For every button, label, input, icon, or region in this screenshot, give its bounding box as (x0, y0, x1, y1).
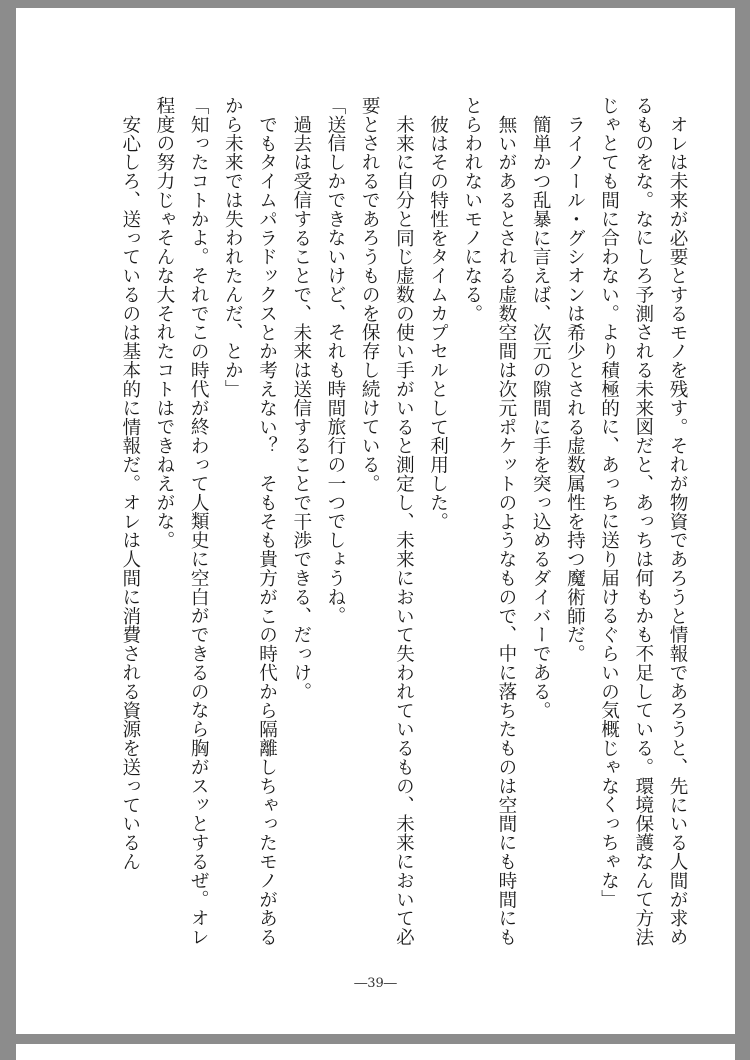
paragraph: 簡単かつ乱暴に言えば、次元の隙間に手を突っ込めるダイバーである。 (530, 114, 552, 720)
paragraph: 彼はその特性をタイムカプセルとして利用した。 (427, 114, 449, 531)
dialogue-paragraph: 「知ったコトかよ。それでこの時代が終わって人類史に空白ができるのなら胸がスッとするぜ。オレ程度の努力じゃそんな大それたコトはできねえがな。 (153, 96, 210, 947)
next-page-edge (16, 1044, 735, 1060)
paragraph: オレは未来が必要とするモノを残す。それが物資であろうと情報であろうと、先にいる人間が求めるものをな。なにしろ予測される未来図だと、あっちは何もかも不足している。環境保護なんて方法じゃとても間に合わない。より積極的に、あっちに送り届けるぐらいの気概じゃなくっちゃな」 (598, 96, 688, 947)
page-number: ―39― (354, 976, 397, 991)
paragraph: でもタイムパラドックスとか考えない？ そもそも貴方がこの時代から隔離しちゃったモノがあるから未来では失われたんだ、とか」 (222, 96, 278, 947)
dialogue-paragraph: 「送信しかできないけど、それも時間旅行の一つでしょうね。 (324, 96, 346, 626)
paragraph: ライノール・グシオンは希少とされる虚数属性を持つ魔術師だ。 (564, 114, 586, 663)
paragraph: 無いがあるとされる虚数空間は次元ポケットのようなもので、中に落ちたものは空間にも時間にもとらわれないモノになる。 (461, 96, 517, 947)
vertical-body-text (80, 96, 694, 956)
paragraph: 安心しろ、送っているのは基本的に情報だ。オレは人間に消費される資源を送っているん (119, 114, 141, 871)
book-page (16, 8, 735, 1034)
paragraph: 未来に自分と同じ虚数の使い手がいると測定し、未来において失われているもの、未来において必要とされるであろうものを保存し続けている。 (359, 96, 415, 947)
paragraph: 過去は受信することで、未来は送信することで干渉できる、だっけ。 (290, 114, 312, 701)
